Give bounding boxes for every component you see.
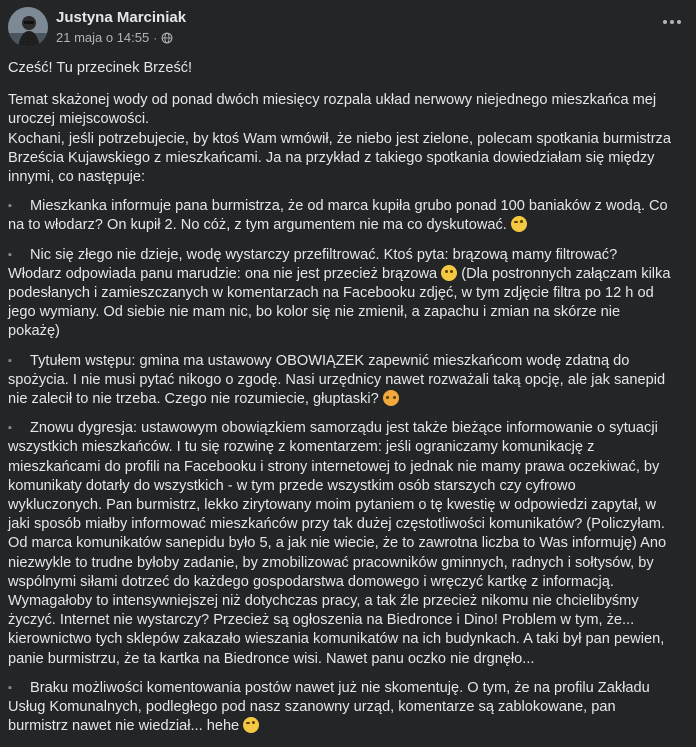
list-item [8, 352, 684, 410]
separator: · [153, 30, 158, 45]
post-meta [56, 30, 173, 45]
post-date[interactable]: 21 maja o 14:55 [56, 30, 150, 45]
avatar-image [8, 7, 48, 47]
list-item-text: Tytułem wstępu: gmina ma ustawowy OBOWIĄZEK zapewnić mieszkańcom wodę zdatną do spożycia. I nie musi pytać nikogo o zgodę. Nasi urzędnicy nawet rozważali taką opcję, ale jak sanepid nie zalecił to nie trzeba. Czego nie rozumiecie, głuptaski? [8, 352, 666, 408]
wink-emoji-icon [511, 216, 527, 232]
bullet-icon: ▪ [8, 422, 12, 435]
author-avatar[interactable] [8, 7, 48, 47]
globe-icon[interactable] [161, 32, 173, 44]
bullet-icon: ▪ [8, 354, 12, 367]
list-item-text: Mieszkanka informuje pana burmistrza, że od marca kupiła grubo ponad 100 baniaków z wodą. Co na to włodarz? On kupił 2. No cóż, z tym argumentem nie ma co dyskutować. [8, 198, 668, 234]
more-options-icon[interactable] [658, 12, 686, 32]
post-intro: Temat skażonej wody od ponad dwóch miesięcy rozpala układ nerwowy niejednego mieszkańca mej uroczej miejscowości. Kochani, jeśli potrzebujecie, by ktoś Wam wmówił, że niebo jest zielone, polecam spotkania burmistrza Brześcia Kujawskiego z mieszkańcami. Ja na przykład z takiego spotkania dowiedziałam się między innymi, co następuje: [8, 92, 671, 186]
list-item-text: Braku możliwości komentowania postów nawet już nie skomentuję. O tym, że na profilu Zakładu Usług Komunalnych, podległego pod nasz szanowny urząd, komentarze są zablokowane, pan burmistrz nawet nie wiedział... hehe [8, 679, 650, 735]
author-name[interactable]: Justyna Marciniak [56, 9, 187, 26]
bullet-icon: ▪ [8, 248, 12, 261]
cat-emoji-icon [383, 390, 399, 406]
list-item [8, 679, 684, 737]
hugging-emoji-icon [441, 265, 457, 281]
list-item [8, 419, 684, 669]
list-item-text: Znowu dygresja: ustawowym obowiązkiem samorządu jest także bieżące informowanie o sytuacji wszystkich mieszkańców. I tu się rozwinę z komentarzem: jeśli ograniczamy komunikację z mieszkańcami do profili na Facebooku i strony internetowej to jednak nie mamy prawa oczekiwać, by komunikaty dotarły do wszystkich - w tym przede wszystkim osób starszych czy cyfrowo wykluczonych. Pan burmistrz, lekko zirytowany moim pytaniem o tę kwestię w odpowiedzi zapytał, w jaki sposób miałby informować mieszkańców przy tak dużej częstotliwości komunikatów? (Policzyłam. Od marca komunikatów sanepidu było 5, a jak nie wiecie, że to zawrotna liczba to Was informuję) Ano niezwykle to trudne byłoby zadanie, by zmobilizować pracowników gminnych, radnych i sołtysów, by wspólnymi siłami dotrzeć do każdego gospodarstwa domowego i wręczyć kartkę z informacją. Wymagałoby to intensywniejszej niż dotychczas pracy, a tak źle przecież nikomu nie chcielibyśmy życzyć. Internet nie wystarczy? Przecież są ogłoszenia na Biedronce i Dino! Problem w tym, że... kierownictwo tych sklepów zakazało wieszania komunikatów na ich budynkach. A taki był pan pewien, panie burmistrzu, że ta kartka na Biedronce wisi. Nawet panu oczko nie drgnęło... [8, 420, 667, 667]
wink-emoji-icon [243, 717, 259, 733]
list-item-text: Nic się złego nie dzieje, wodę wystarczy przefiltrować. Ktoś pyta: brązową mamy filtrować? Włodarz odpowiada panu marudzie: ona nie jest przecież brązowa [8, 246, 618, 282]
list-item-text-continued: (Dla postronnych załączam kilka podesłanych i zamieszczanych w komentarzach na Facebooku zdjęć, w tym zdjęcie filtra po 12 h od jego wymiany. Od siebie nie mam nic, bo kolor się nie zmienił, a zapachu i zmian na skórze nie pokażę) [8, 265, 671, 340]
post-body [8, 59, 684, 747]
bullet-icon: ▪ [8, 681, 12, 694]
post-header [0, 0, 696, 56]
list-item [8, 246, 684, 342]
list-item [8, 197, 684, 235]
post-greeting: Cześć! Tu przecinek Brześć! [8, 60, 193, 76]
bullet-icon: ▪ [8, 200, 12, 213]
